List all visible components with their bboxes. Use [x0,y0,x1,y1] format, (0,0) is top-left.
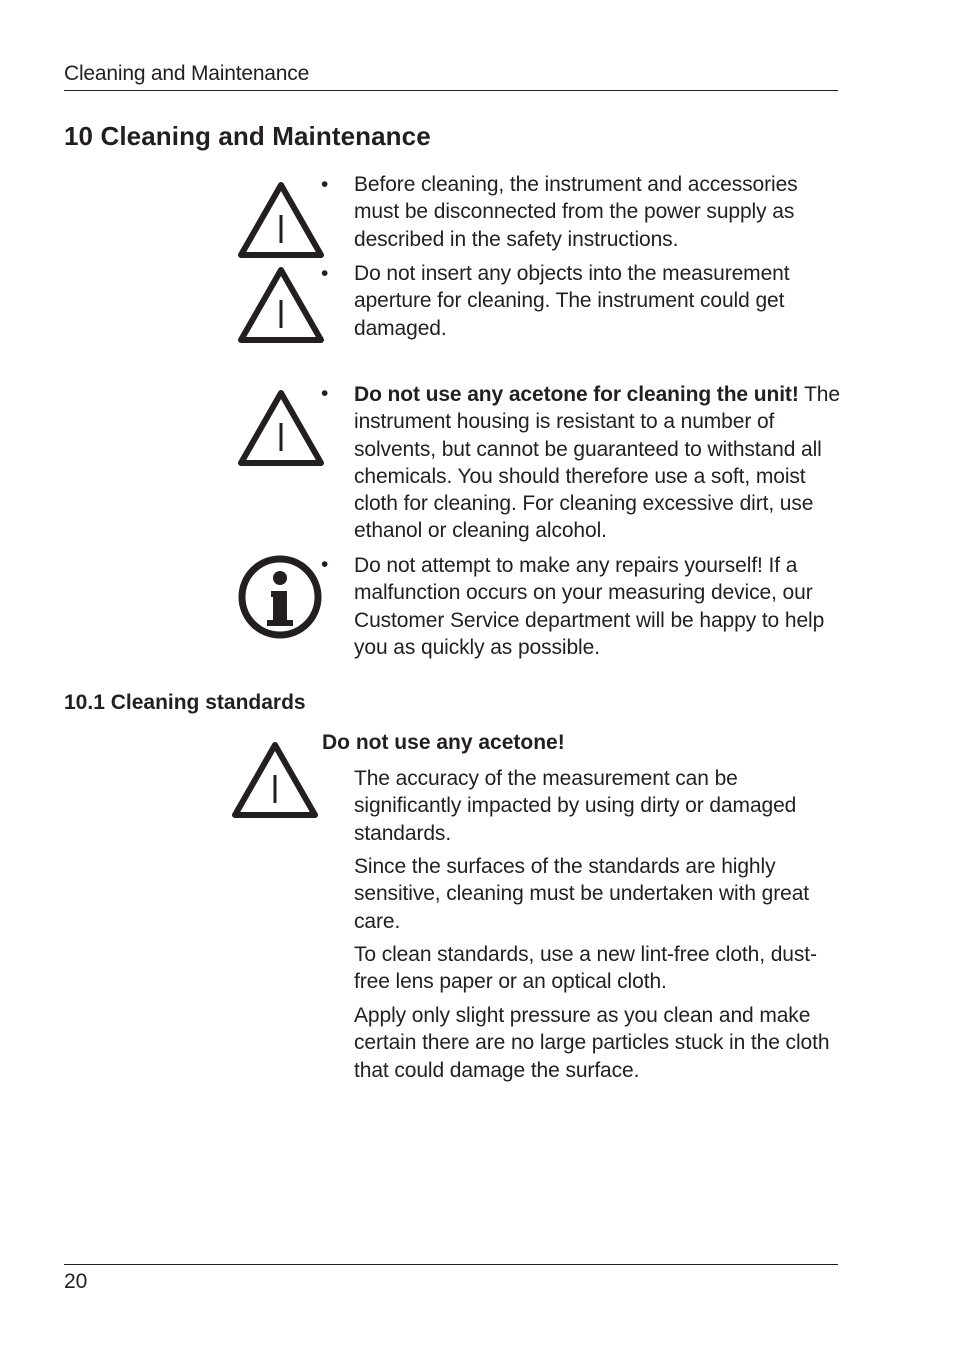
list-item-text: Before cleaning, the instrument and accessories must be disconnected from the power supply as described in the safety instructions. [354,173,798,251]
subsection-heading: 10.1 Cleaning standards [64,691,306,714]
warning-triangle-icon [237,388,325,468]
list-item-text: Do not attempt to make any repairs yourself! If a malfunction occurs on your measuring device, our Customer Service department will be happy to help you as quickly as possible. [354,554,825,659]
paragraph: Since the surfaces of the standards are highly sensitive, cleaning must be undertaken with great care. [354,855,810,933]
page-number: 20 [64,1270,88,1293]
warning-triangle-icon [237,265,325,345]
list-item-text: Do not insert any objects into the measurement aperture for cleaning. The instrument could get damaged. [354,262,790,340]
warning-triangle-icon [231,740,319,820]
paragraph: The accuracy of the measurement can be significantly impacted by using dirty or damaged standards. [354,767,797,845]
bullet: • [321,173,329,196]
running-header: Cleaning and Maintenance [64,62,310,85]
bullet: • [321,262,329,285]
bullet: • [321,382,329,405]
chapter-heading: 10 Cleaning and Maintenance [64,121,431,151]
footer-rule [64,1264,838,1265]
paragraph: To clean standards, use a new lint-free cloth, dust-free lens paper or an optical cloth. [354,943,817,994]
list-item-text [354,381,844,545]
warning-triangle-icon [237,180,325,260]
bullet: • [321,553,329,576]
header-rule [64,90,838,91]
acetone-warning-bold: Do not use any acetone for cleaning the unit! [354,383,799,406]
info-icon [237,554,325,642]
acetone-warning-heading: Do not use any acetone! [322,731,565,754]
acetone-warning-detail: The instrument housing is resistant to a number of solvents, but cannot be guaranteed to withstand all chemicals. You should therefore use a soft, moist cloth for cleaning. For cleaning excessive dirt, use ethanol or cleaning alcohol. [354,383,840,543]
paragraph: Apply only slight pressure as you clean and make certain there are no large particles stuck in the cloth that could damage the surface. [354,1004,830,1082]
